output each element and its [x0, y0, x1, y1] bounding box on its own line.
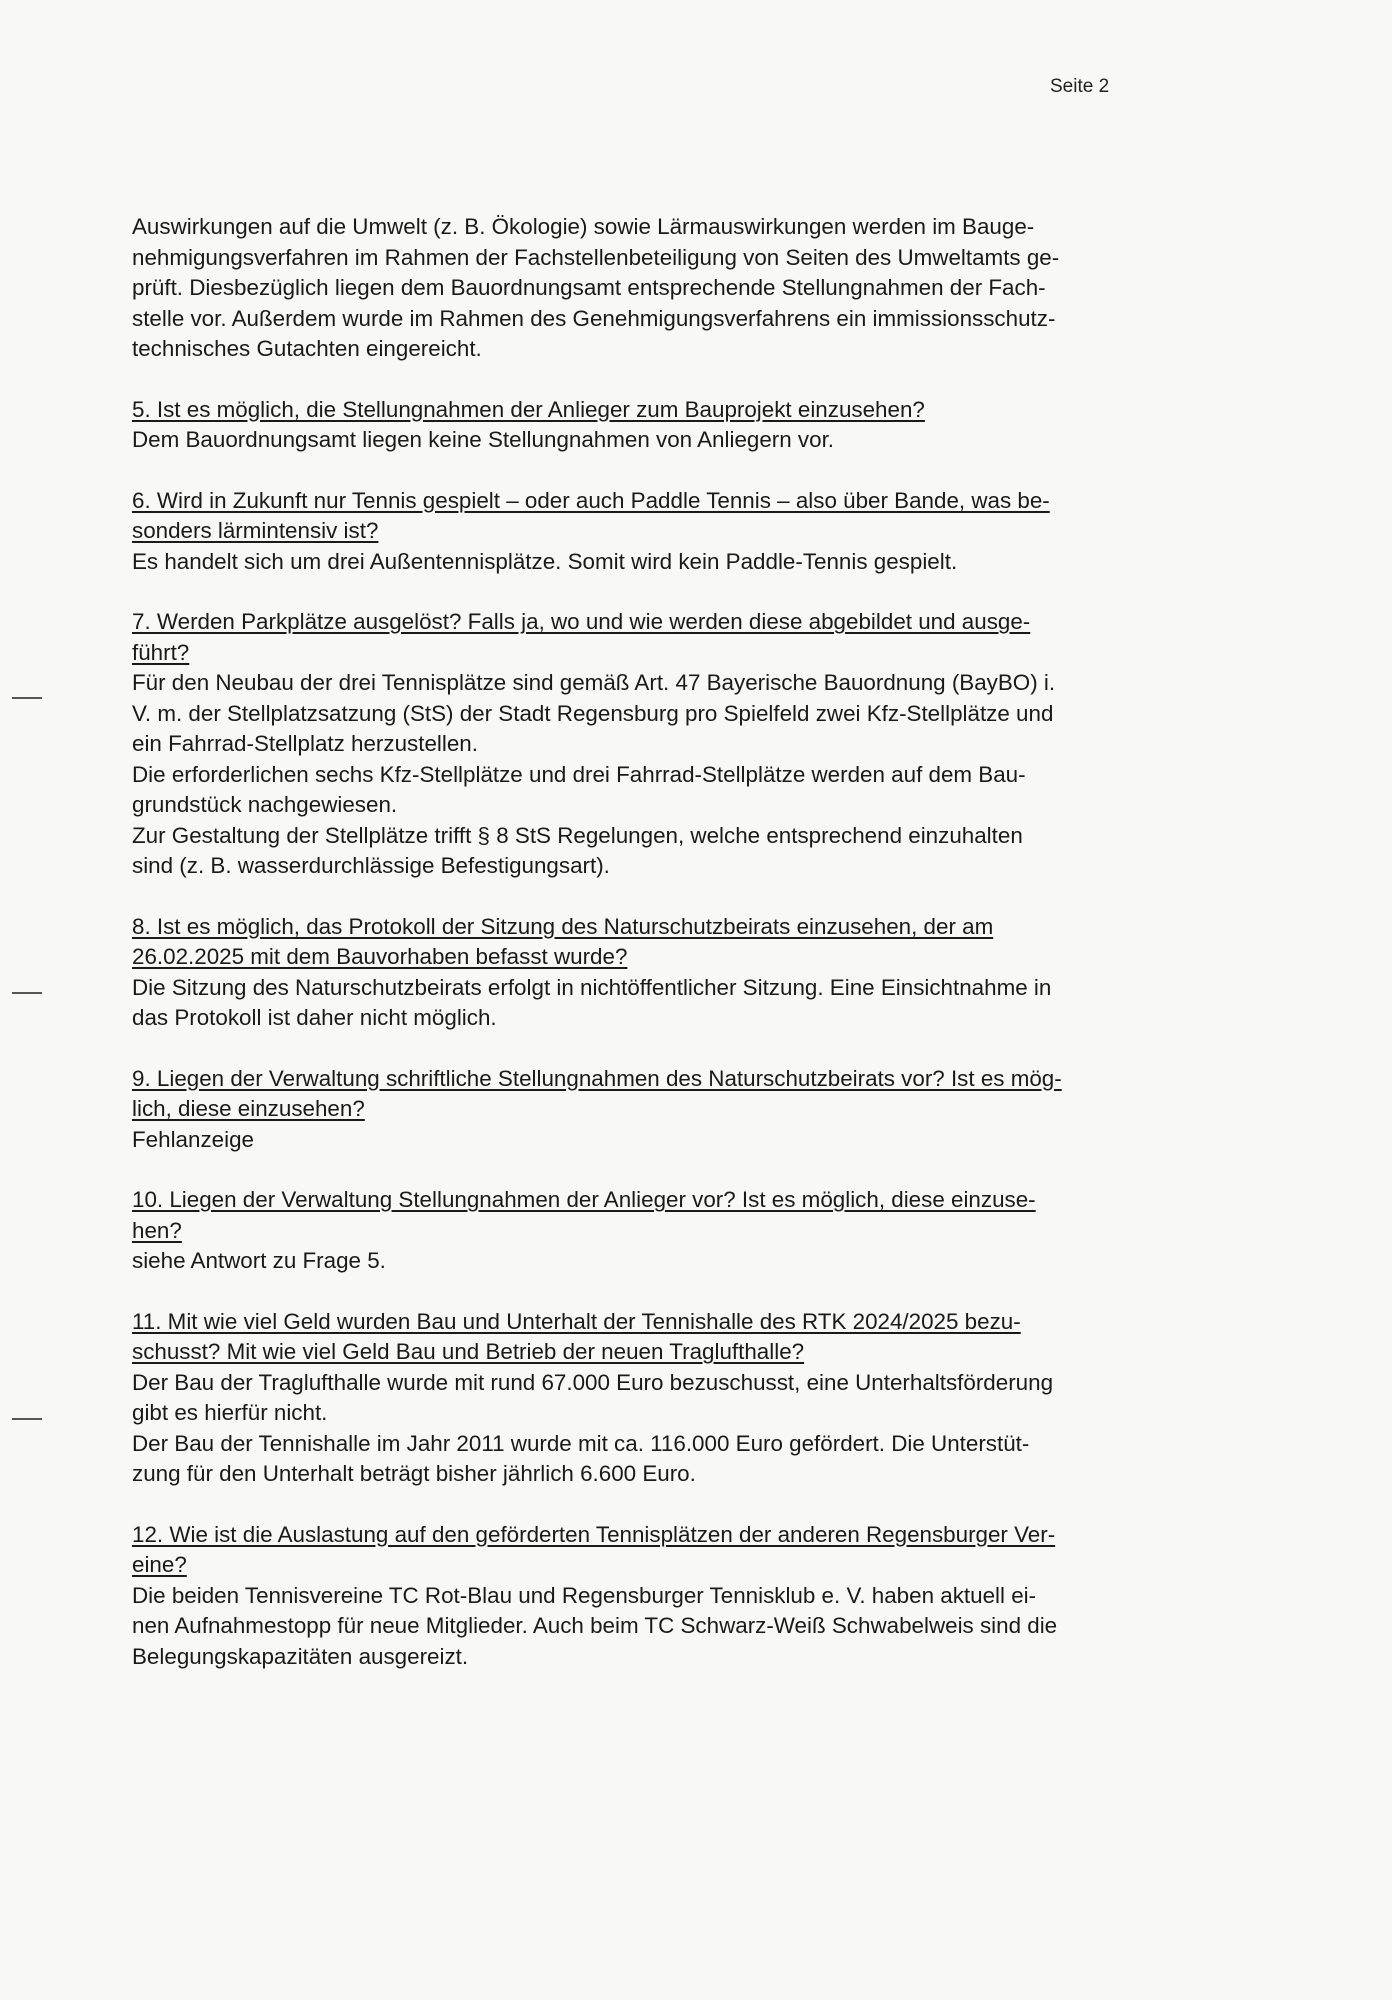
qa-item-12: [132, 1520, 1232, 1673]
answer: Der Bau der Traglufthalle wurde mit rund 67.000 Euro bezuschusst, eine Unterhaltsförderung gibt es hierfür nicht. Der Bau der Tennishalle im Jahr 2011 wurde mit ca. 116.000 Euro gefördert. Die Unterstüt- zung für den Unterhalt beträgt bisher jährlich 6.600 Euro.: [132, 1369, 1054, 1486]
page-number: Seite 2: [1050, 76, 1110, 97]
question: 7. Werden Parkplätze ausgelöst? Falls ja, wo und wie werden diese abgebildet und ausge- führt?: [132, 609, 1031, 665]
answer: Dem Bauordnungsamt liegen keine Stellungnahmen von Anliegern vor.: [132, 427, 835, 452]
question: 6. Wird in Zukunft nur Tennis gespielt – oder auch Paddle Tennis – also über Bande, was be- sonders lärmintensiv ist?: [132, 487, 1050, 543]
answer: Die beiden Tennisvereine TC Rot-Blau und Regensburger Tennisklub e. V. haben aktuell ei- nen Aufnahmestopp für neue Mitglieder. Auch beim TC Schwarz-Weiß Schwabelweis sind die Belegungskapazitäten ausgereizt.: [132, 1582, 1058, 1669]
margin-mark: [12, 992, 42, 994]
question: 9. Liegen der Verwaltung schriftliche Stellungnahmen des Naturschutzbeirats vor? Ist es mög- lich, diese einzusehen?: [132, 1065, 1062, 1121]
qa-item-6: [132, 486, 1232, 578]
intro-paragraph: Auswirkungen auf die Umwelt (z. B. Ökologie) sowie Lärmauswirkungen werden im Bauge- nehmigungsverfahren im Rahmen der Fachstellenbeteiligung von Seiten des Umweltamts ge- prüft. Diesbezüglich liegen dem Bauordnungsamt entsprechende Stellungnahmen der Fach- stelle vor. Außerdem wurde im Rahmen des Genehmigungsverfahrens ein immissionsschutz- technisches Gutachten eingereicht.: [132, 214, 1060, 361]
document-body: [132, 212, 1232, 1702]
question: 10. Liegen der Verwaltung Stellungnahmen der Anlieger vor? Ist es möglich, diese einzuse- hen?: [132, 1187, 1036, 1243]
question: 8. Ist es möglich, das Protokoll der Sitzung des Naturschutzbeirats einzusehen, der am 26.02.2025 mit dem Bauvorhaben befasst wurde?: [132, 913, 994, 969]
qa-item-7: [132, 607, 1232, 882]
answer: Für den Neubau der drei Tennisplätze sind gemäß Art. 47 Bayerische Bauordnung (BayBO) i. V. m. der Stellplatzsatzung (StS) der Stadt Regensburg pro Spielfeld zwei Kfz-Stellplätze und ein Fahrrad-Stellplatz herzustellen. Die erforderlichen sechs Kfz-Stellplätze und drei Fahrrad-Stellplätze werden auf dem Bau- grundstück nachgewiesen. Zur Gestaltung der Stellplätze trifft § 8 StS Regelungen, welche entsprechend einzuhalten sind (z. B. wasserdurchlässige Befestigungsart).: [132, 670, 1056, 878]
qa-item-11: [132, 1307, 1232, 1490]
answer: siehe Antwort zu Frage 5.: [132, 1248, 386, 1273]
question: 11. Mit wie viel Geld wurden Bau und Unterhalt der Tennishalle des RTK 2024/2025 bezu- schusst? Mit wie viel Geld Bau und Betrieb der neuen Traglufthalle?: [132, 1308, 1021, 1364]
qa-item-5: [132, 395, 1232, 456]
margin-mark: [12, 697, 42, 699]
qa-item-8: [132, 912, 1232, 1034]
margin-mark: [12, 1418, 42, 1420]
question: 12. Wie ist die Auslastung auf den geförderten Tennisplätzen der anderen Regensburger Ver- eine?: [132, 1521, 1056, 1577]
qa-item-9: [132, 1064, 1232, 1156]
qa-item-10: [132, 1185, 1232, 1277]
answer: Die Sitzung des Naturschutzbeirats erfolgt in nichtöffentlicher Sitzung. Eine Einsichtnahme in das Protokoll ist daher nicht möglich.: [132, 974, 1052, 1030]
answer: Fehlanzeige: [132, 1126, 254, 1152]
answer: Es handelt sich um drei Außentennisplätze. Somit wird kein Paddle-Tennis gespielt.: [132, 548, 958, 574]
question: 5. Ist es möglich, die Stellungnahmen der Anlieger zum Bauprojekt einzusehen?: [132, 396, 925, 422]
